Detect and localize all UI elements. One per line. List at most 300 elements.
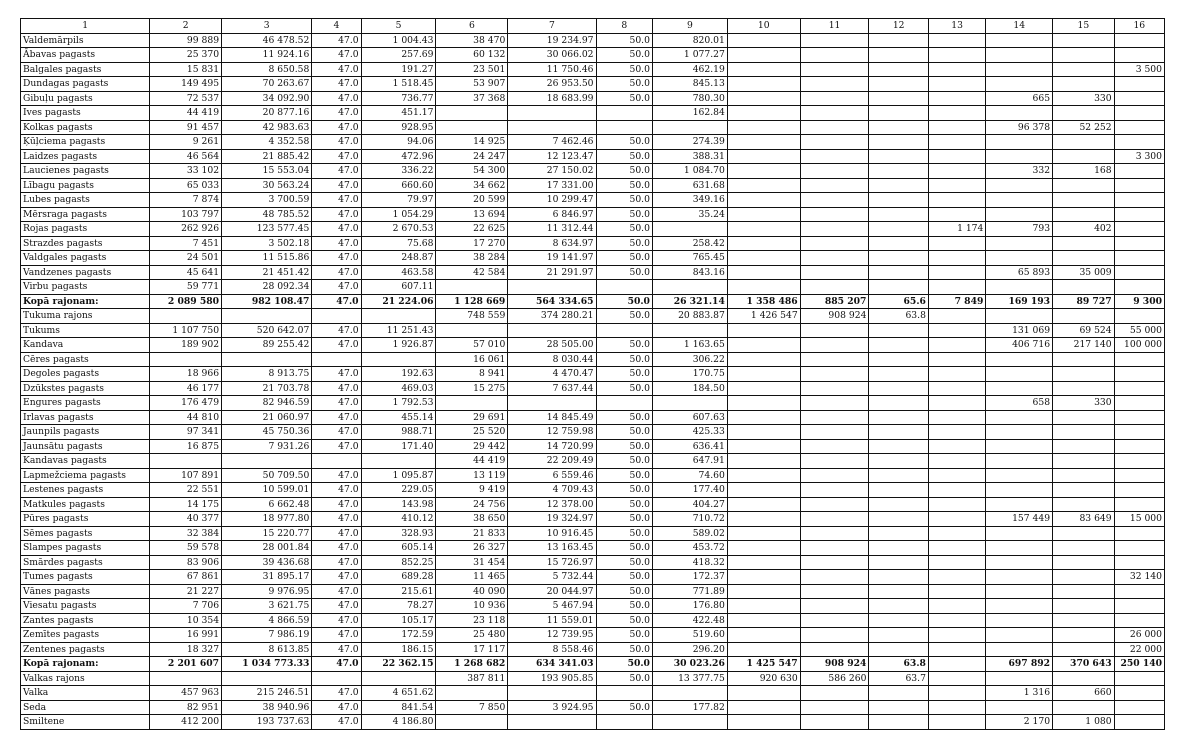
table-cell: 19 141.97 bbox=[508, 251, 596, 266]
table-cell: 660.60 bbox=[361, 178, 436, 193]
table-cell: 47.0 bbox=[312, 468, 361, 483]
table-cell: 17 331.00 bbox=[508, 178, 596, 193]
table-cell bbox=[986, 700, 1053, 715]
table-cell: 172.59 bbox=[361, 628, 436, 643]
row-label: Jaunsātu pagasts bbox=[21, 439, 150, 454]
table-cell: 47.0 bbox=[312, 555, 361, 570]
table-cell: 605.14 bbox=[361, 541, 436, 556]
section-row bbox=[21, 671, 1165, 686]
table-cell: 47.0 bbox=[312, 164, 361, 179]
table-cell bbox=[869, 135, 929, 150]
table-cell: 406 716 bbox=[986, 338, 1053, 353]
table-cell: 16 875 bbox=[150, 439, 222, 454]
table-cell bbox=[150, 454, 222, 469]
table-cell bbox=[869, 265, 929, 280]
table-cell bbox=[869, 62, 929, 77]
table-cell: 149 495 bbox=[150, 77, 222, 92]
table-cell bbox=[986, 425, 1053, 440]
table-cell: 4 651.62 bbox=[361, 686, 436, 701]
table-cell: 89 727 bbox=[1053, 294, 1115, 309]
table-cell: 50.0 bbox=[596, 425, 652, 440]
table-cell bbox=[1114, 715, 1164, 730]
table-cell bbox=[150, 309, 222, 324]
table-cell: 31 454 bbox=[436, 555, 508, 570]
table-cell bbox=[1114, 77, 1164, 92]
table-cell bbox=[1114, 584, 1164, 599]
table-cell: 50.0 bbox=[596, 497, 652, 512]
table-cell: 50.0 bbox=[596, 613, 652, 628]
table-cell bbox=[1053, 628, 1115, 643]
table-cell bbox=[652, 715, 727, 730]
table-row bbox=[21, 526, 1165, 541]
table-cell bbox=[800, 91, 869, 106]
row-label: Valka bbox=[21, 686, 150, 701]
table-row bbox=[21, 222, 1165, 237]
table-cell: 59 771 bbox=[150, 280, 222, 295]
table-cell: 50.0 bbox=[596, 483, 652, 498]
table-cell bbox=[1114, 671, 1164, 686]
table-cell bbox=[1114, 686, 1164, 701]
table-cell: 47.0 bbox=[312, 526, 361, 541]
table-cell: 520 642.07 bbox=[222, 323, 312, 338]
table-cell: 5 467.94 bbox=[508, 599, 596, 614]
table-cell bbox=[869, 222, 929, 237]
table-cell bbox=[222, 309, 312, 324]
table-cell bbox=[986, 33, 1053, 48]
table-cell: 47.0 bbox=[312, 657, 361, 672]
table-cell bbox=[727, 512, 800, 527]
table-cell: 29 691 bbox=[436, 410, 508, 425]
table-cell: 162.84 bbox=[652, 106, 727, 121]
table-cell: 65 893 bbox=[986, 265, 1053, 280]
table-cell bbox=[800, 555, 869, 570]
table-cell: 34 092.90 bbox=[222, 91, 312, 106]
table-cell bbox=[1114, 396, 1164, 411]
table-cell bbox=[928, 265, 985, 280]
table-cell: 18 977.80 bbox=[222, 512, 312, 527]
table-cell: 23 501 bbox=[436, 62, 508, 77]
table-cell bbox=[928, 497, 985, 512]
table-cell bbox=[800, 120, 869, 135]
table-cell: 9 976.95 bbox=[222, 584, 312, 599]
table-cell: 47.0 bbox=[312, 613, 361, 628]
table-header bbox=[21, 19, 1165, 34]
table-row bbox=[21, 251, 1165, 266]
table-row bbox=[21, 396, 1165, 411]
table-cell bbox=[986, 207, 1053, 222]
table-cell: 79.97 bbox=[361, 193, 436, 208]
table-cell: 10 354 bbox=[150, 613, 222, 628]
table-cell: 2 201 607 bbox=[150, 657, 222, 672]
table-cell bbox=[508, 686, 596, 701]
table-cell bbox=[986, 454, 1053, 469]
table-cell bbox=[986, 193, 1053, 208]
table-cell: 387 811 bbox=[436, 671, 508, 686]
table-cell bbox=[652, 120, 727, 135]
table-cell bbox=[727, 338, 800, 353]
table-cell: 1 425 547 bbox=[727, 657, 800, 672]
table-cell: 6 559.46 bbox=[508, 468, 596, 483]
table-cell: 47.0 bbox=[312, 599, 361, 614]
table-cell bbox=[508, 396, 596, 411]
table-cell bbox=[800, 700, 869, 715]
table-cell bbox=[1053, 642, 1115, 657]
table-cell: 928.95 bbox=[361, 120, 436, 135]
table-cell bbox=[1053, 497, 1115, 512]
table-cell bbox=[652, 686, 727, 701]
row-label: Irlavas pagasts bbox=[21, 410, 150, 425]
table-cell bbox=[800, 584, 869, 599]
table-cell: 47.0 bbox=[312, 106, 361, 121]
table-cell: 38 470 bbox=[436, 33, 508, 48]
table-cell bbox=[800, 367, 869, 382]
table-cell bbox=[986, 497, 1053, 512]
table-cell bbox=[928, 425, 985, 440]
row-label: Lapmežciema pagasts bbox=[21, 468, 150, 483]
table-cell: 46 478.52 bbox=[222, 33, 312, 48]
table-cell: 47.0 bbox=[312, 280, 361, 295]
table-cell bbox=[1114, 236, 1164, 251]
table-cell: 7 451 bbox=[150, 236, 222, 251]
table-cell: 15 553.04 bbox=[222, 164, 312, 179]
table-cell: 50.0 bbox=[596, 657, 652, 672]
table-cell bbox=[361, 671, 436, 686]
table-cell: 21 224.06 bbox=[361, 294, 436, 309]
table-cell bbox=[1114, 483, 1164, 498]
table-cell bbox=[436, 686, 508, 701]
table-cell bbox=[869, 251, 929, 266]
table-cell bbox=[986, 106, 1053, 121]
table-cell bbox=[596, 396, 652, 411]
table-cell bbox=[727, 468, 800, 483]
table-cell bbox=[800, 222, 869, 237]
table-cell: 59 578 bbox=[150, 541, 222, 556]
table-cell: 1 268 682 bbox=[436, 657, 508, 672]
table-cell: 908 924 bbox=[800, 309, 869, 324]
table-cell: 50.0 bbox=[596, 468, 652, 483]
table-cell: 42 584 bbox=[436, 265, 508, 280]
table-cell: 184.50 bbox=[652, 381, 727, 396]
table-row bbox=[21, 338, 1165, 353]
table-cell: 215.61 bbox=[361, 584, 436, 599]
table-cell bbox=[869, 555, 929, 570]
table-cell bbox=[1114, 613, 1164, 628]
table-cell bbox=[800, 323, 869, 338]
table-cell bbox=[928, 570, 985, 585]
table-cell bbox=[928, 33, 985, 48]
table-cell: 412 200 bbox=[150, 715, 222, 730]
table-cell bbox=[1114, 251, 1164, 266]
table-cell: 47.0 bbox=[312, 570, 361, 585]
table-cell bbox=[727, 483, 800, 498]
table-cell: 689.28 bbox=[361, 570, 436, 585]
table-cell: 53 907 bbox=[436, 77, 508, 92]
table-cell bbox=[928, 613, 985, 628]
table-row bbox=[21, 483, 1165, 498]
table-cell bbox=[800, 48, 869, 63]
table-cell: 50.0 bbox=[596, 541, 652, 556]
row-label: Sēmes pagasts bbox=[21, 526, 150, 541]
table-cell: 47.0 bbox=[312, 207, 361, 222]
table-cell bbox=[800, 33, 869, 48]
table-cell bbox=[986, 468, 1053, 483]
table-cell bbox=[596, 323, 652, 338]
table-cell: 262 926 bbox=[150, 222, 222, 237]
table-cell: 14 925 bbox=[436, 135, 508, 150]
table-cell bbox=[727, 410, 800, 425]
table-cell: 845.13 bbox=[652, 77, 727, 92]
table-cell bbox=[1114, 309, 1164, 324]
table-cell bbox=[869, 367, 929, 382]
table-cell: 17 117 bbox=[436, 642, 508, 657]
table-cell: 83 649 bbox=[1053, 512, 1115, 527]
table-row bbox=[21, 135, 1165, 150]
table-cell: 50.0 bbox=[596, 599, 652, 614]
table-cell bbox=[727, 367, 800, 382]
table-cell bbox=[727, 700, 800, 715]
table-cell bbox=[727, 193, 800, 208]
table-cell bbox=[1114, 497, 1164, 512]
table-cell bbox=[1114, 33, 1164, 48]
table-cell bbox=[1114, 280, 1164, 295]
table-cell bbox=[800, 62, 869, 77]
table-row bbox=[21, 497, 1165, 512]
table-cell bbox=[986, 149, 1053, 164]
table-cell bbox=[800, 454, 869, 469]
table-cell: 18 966 bbox=[150, 367, 222, 382]
table-cell bbox=[986, 309, 1053, 324]
table-cell bbox=[312, 671, 361, 686]
row-label: Kandavas pagasts bbox=[21, 454, 150, 469]
table-cell: 192.63 bbox=[361, 367, 436, 382]
table-cell bbox=[727, 352, 800, 367]
table-cell bbox=[1053, 381, 1115, 396]
table-cell bbox=[727, 454, 800, 469]
table-row bbox=[21, 628, 1165, 643]
table-cell: 5 732.44 bbox=[508, 570, 596, 585]
table-cell: 8 941 bbox=[436, 367, 508, 382]
table-cell: 47.0 bbox=[312, 62, 361, 77]
table-cell: 47.0 bbox=[312, 628, 361, 643]
table-cell: 97 341 bbox=[150, 425, 222, 440]
table-cell: 26 321.14 bbox=[652, 294, 727, 309]
table-cell bbox=[1114, 120, 1164, 135]
table-cell: 7 850 bbox=[436, 700, 508, 715]
table-cell bbox=[986, 570, 1053, 585]
row-label: Kopā rajonam: bbox=[21, 294, 150, 309]
table-cell bbox=[508, 106, 596, 121]
table-cell: 50.0 bbox=[596, 33, 652, 48]
table-row bbox=[21, 715, 1165, 730]
table-cell: 177.40 bbox=[652, 483, 727, 498]
table-cell bbox=[800, 526, 869, 541]
table-cell bbox=[652, 222, 727, 237]
table-cell: 50.0 bbox=[596, 352, 652, 367]
table-cell: 46 564 bbox=[150, 149, 222, 164]
table-cell bbox=[869, 106, 929, 121]
table-cell: 47.0 bbox=[312, 381, 361, 396]
table-cell: 1 034 773.33 bbox=[222, 657, 312, 672]
column-header: 16 bbox=[1114, 19, 1164, 34]
row-label: Viesatu pagasts bbox=[21, 599, 150, 614]
total-row bbox=[21, 294, 1165, 309]
table-cell bbox=[869, 381, 929, 396]
table-cell: 38 284 bbox=[436, 251, 508, 266]
table-cell bbox=[727, 265, 800, 280]
table-cell bbox=[1053, 309, 1115, 324]
table-cell: 1 084.70 bbox=[652, 164, 727, 179]
column-header: 5 bbox=[361, 19, 436, 34]
table-cell: 63.8 bbox=[869, 657, 929, 672]
table-cell bbox=[1053, 193, 1115, 208]
table-cell: 25 520 bbox=[436, 425, 508, 440]
table-cell: 50.0 bbox=[596, 700, 652, 715]
table-cell: 47.0 bbox=[312, 410, 361, 425]
table-cell bbox=[1053, 251, 1115, 266]
table-cell: 8 030.44 bbox=[508, 352, 596, 367]
table-cell bbox=[1114, 222, 1164, 237]
table-cell: 6 846.97 bbox=[508, 207, 596, 222]
table-cell bbox=[928, 686, 985, 701]
table-cell bbox=[869, 613, 929, 628]
row-label: Ives pagasts bbox=[21, 106, 150, 121]
table-cell bbox=[652, 280, 727, 295]
table-cell: 91 457 bbox=[150, 120, 222, 135]
row-label: Rojas pagasts bbox=[21, 222, 150, 237]
table-cell bbox=[1114, 48, 1164, 63]
table-cell: 50.0 bbox=[596, 642, 652, 657]
table-cell: 72 537 bbox=[150, 91, 222, 106]
table-cell: 47.0 bbox=[312, 33, 361, 48]
table-cell bbox=[986, 135, 1053, 150]
row-label: Gibuļu pagasts bbox=[21, 91, 150, 106]
row-label: Zemītes pagasts bbox=[21, 628, 150, 643]
table-cell: 607.63 bbox=[652, 410, 727, 425]
table-cell: 330 bbox=[1053, 91, 1115, 106]
table-cell bbox=[727, 497, 800, 512]
table-cell bbox=[436, 106, 508, 121]
table-row bbox=[21, 352, 1165, 367]
table-cell: 469.03 bbox=[361, 381, 436, 396]
table-cell: 107 891 bbox=[150, 468, 222, 483]
table-cell: 47.0 bbox=[312, 715, 361, 730]
table-cell: 47.0 bbox=[312, 149, 361, 164]
statistics-table-page bbox=[20, 18, 1165, 739]
table-cell: 665 bbox=[986, 91, 1053, 106]
table-cell: 83 906 bbox=[150, 555, 222, 570]
table-cell: 11 515.86 bbox=[222, 251, 312, 266]
table-cell: 47.0 bbox=[312, 178, 361, 193]
table-cell bbox=[869, 642, 929, 657]
table-cell: 631.68 bbox=[652, 178, 727, 193]
table-cell bbox=[312, 454, 361, 469]
table-row bbox=[21, 193, 1165, 208]
table-cell: 4 352.58 bbox=[222, 135, 312, 150]
table-cell bbox=[800, 135, 869, 150]
table-cell: 15 275 bbox=[436, 381, 508, 396]
table-cell: 40 377 bbox=[150, 512, 222, 527]
table-cell bbox=[1053, 280, 1115, 295]
table-cell: 47.0 bbox=[312, 91, 361, 106]
table-cell: 21 833 bbox=[436, 526, 508, 541]
table-cell: 60 132 bbox=[436, 48, 508, 63]
table-cell bbox=[869, 425, 929, 440]
table-cell: 564 334.65 bbox=[508, 294, 596, 309]
table-cell bbox=[869, 178, 929, 193]
table-cell bbox=[800, 164, 869, 179]
table-cell bbox=[800, 265, 869, 280]
table-cell: 176.80 bbox=[652, 599, 727, 614]
table-row bbox=[21, 178, 1165, 193]
table-cell: 54 300 bbox=[436, 164, 508, 179]
table-cell bbox=[1053, 33, 1115, 48]
table-cell bbox=[869, 570, 929, 585]
table-cell: 13 694 bbox=[436, 207, 508, 222]
table-cell: 177.82 bbox=[652, 700, 727, 715]
row-label: Ķūļciema pagasts bbox=[21, 135, 150, 150]
table-cell: 3 924.95 bbox=[508, 700, 596, 715]
table-cell: 3 500 bbox=[1114, 62, 1164, 77]
table-cell: 7 849 bbox=[928, 294, 985, 309]
table-cell: 50.0 bbox=[596, 77, 652, 92]
row-label: Kopā rajonam: bbox=[21, 657, 150, 672]
row-label: Valkas rajons bbox=[21, 671, 150, 686]
table-cell bbox=[986, 613, 1053, 628]
table-row bbox=[21, 599, 1165, 614]
table-cell: 47.0 bbox=[312, 236, 361, 251]
table-cell: 920 630 bbox=[727, 671, 800, 686]
table-cell: 55 000 bbox=[1114, 323, 1164, 338]
table-cell: 103 797 bbox=[150, 207, 222, 222]
table-cell: 50.0 bbox=[596, 439, 652, 454]
table-cell: 74.60 bbox=[652, 468, 727, 483]
table-row bbox=[21, 236, 1165, 251]
row-label: Strazdes pagasts bbox=[21, 236, 150, 251]
table-row bbox=[21, 381, 1165, 396]
table-row bbox=[21, 207, 1165, 222]
table-cell: 3 621.75 bbox=[222, 599, 312, 614]
table-cell: 15 831 bbox=[150, 62, 222, 77]
table-cell: 3 502.18 bbox=[222, 236, 312, 251]
table-cell bbox=[928, 541, 985, 556]
table-cell bbox=[1114, 193, 1164, 208]
row-label: Dzūkstes pagasts bbox=[21, 381, 150, 396]
table-cell: 1 077.27 bbox=[652, 48, 727, 63]
table-cell: 44 810 bbox=[150, 410, 222, 425]
table-cell bbox=[869, 468, 929, 483]
table-cell: 9 300 bbox=[1114, 294, 1164, 309]
table-cell bbox=[928, 77, 985, 92]
table-cell bbox=[222, 352, 312, 367]
table-cell: 37 368 bbox=[436, 91, 508, 106]
table-cell bbox=[727, 570, 800, 585]
table-row bbox=[21, 512, 1165, 527]
table-cell bbox=[1053, 425, 1115, 440]
table-cell: 24 247 bbox=[436, 149, 508, 164]
total-row bbox=[21, 657, 1165, 672]
table-cell bbox=[986, 77, 1053, 92]
table-cell: 31 895.17 bbox=[222, 570, 312, 585]
table-cell: 50.0 bbox=[596, 628, 652, 643]
table-cell: 47.0 bbox=[312, 439, 361, 454]
table-cell: 14 720.99 bbox=[508, 439, 596, 454]
table-cell: 780.30 bbox=[652, 91, 727, 106]
table-cell bbox=[869, 497, 929, 512]
table-cell: 2 170 bbox=[986, 715, 1053, 730]
table-cell bbox=[727, 77, 800, 92]
table-cell: 47.0 bbox=[312, 700, 361, 715]
table-cell: 1 358 486 bbox=[727, 294, 800, 309]
